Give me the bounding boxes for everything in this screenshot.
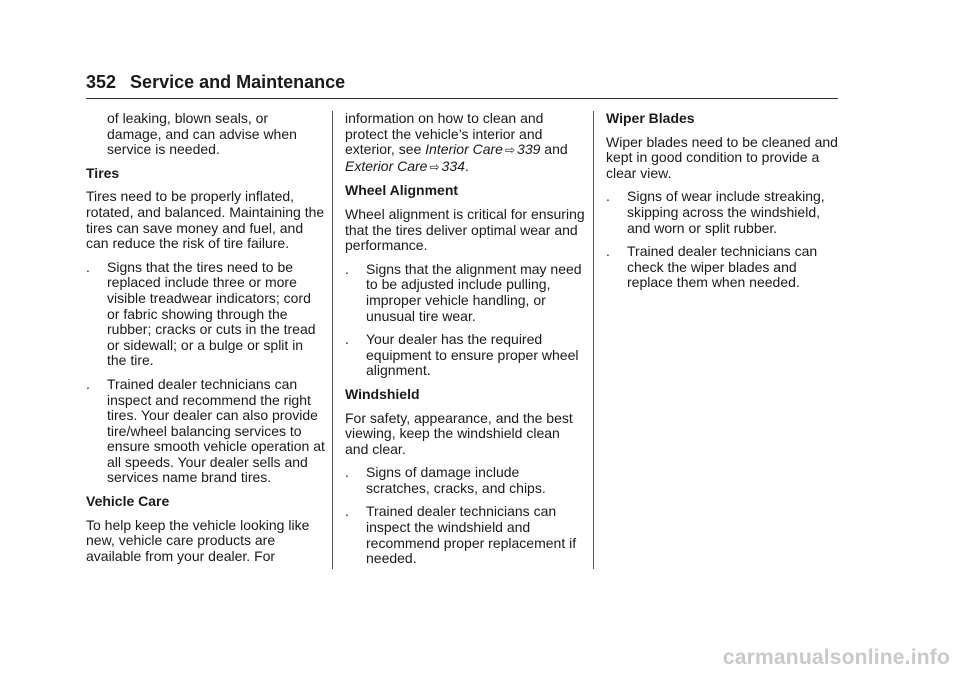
- tires-paragraph: Tires need to be properly inflated, rotated, and balanced. Maintaining the tires can save money and fuel, and can reduce the risk of tire failure.: [86, 188, 325, 252]
- list-item-text: Your dealer has the required equipment to ensure proper wheel alignment.: [366, 331, 579, 379]
- wiper-blades-paragraph: Wiper blades need to be cleaned and kept in good condition to provide a clear view.: [606, 133, 838, 181]
- list-item: [345, 504, 585, 566]
- tires-heading: Tires: [86, 164, 120, 181]
- list-item-text: Signs that the tires need to be replaced include three or more visible treadwear indicators; cord or fabric showing through the rubber; cracks or cuts in the tread or sidewall; or a bulge or split in the tire.: [107, 258, 316, 369]
- column-divider: [593, 111, 594, 569]
- list-item-text: Trained dealer technicians can inspect and recommend the right tires. Your dealer can also provide tire/wheel balancing services to ensure smooth vehicle operation at all speeds. Your dealer sells and services name brand tires.: [107, 375, 325, 486]
- and-text: and: [544, 141, 568, 158]
- column-divider: [332, 111, 333, 569]
- list-item: [345, 332, 585, 379]
- bullet-mark: .: [345, 503, 349, 520]
- vehicle-care-paragraph: To help keep the vehicle looking like new, vehicle care products are available from your dealer. For: [86, 516, 310, 564]
- page-arrow-icon: ⇨: [504, 143, 516, 158]
- wheel-alignment-paragraph: Wheel alignment is critical for ensuring that the tires deliver optimal wear and performance.: [345, 205, 585, 254]
- wiper-blades-heading: Wiper Blades: [606, 110, 695, 126]
- list-item: [345, 465, 585, 496]
- bullet-mark: .: [345, 464, 349, 481]
- bullet-mark: .: [606, 188, 610, 205]
- windshield-paragraph: For safety, appearance, and the best viewing, keep the windshield clean and clear.: [345, 409, 573, 457]
- continuation-paragraph: [345, 111, 585, 175]
- page-number: 352: [86, 72, 117, 92]
- windshield-heading: Windshield: [345, 385, 420, 402]
- bullet-mark: .: [606, 243, 610, 260]
- section-title: Service and Maintenance: [130, 72, 346, 92]
- continuation-text: of leaking, blown seals, or damage, and can advise when service is needed.: [107, 110, 297, 158]
- list-item-text: Signs of wear include streaking, skipping across the windshield, and worn or split rubber.: [627, 188, 825, 236]
- page-header: [86, 72, 838, 93]
- xref-exterior-care[interactable]: [345, 158, 465, 174]
- xref-title: Interior Care: [425, 141, 503, 158]
- column-1: [86, 111, 326, 572]
- list-item: [606, 244, 846, 291]
- bullet-mark: .: [345, 260, 349, 277]
- xref-page: 339: [517, 141, 541, 158]
- list-item-text: Trained dealer technicians can inspect the windshield and recommend proper replacement if needed.: [366, 503, 577, 567]
- bullet-mark: .: [345, 331, 349, 348]
- xref-interior-care[interactable]: [425, 141, 540, 157]
- column-3: [606, 111, 846, 299]
- vehicle-care-heading: Vehicle Care: [86, 493, 170, 510]
- list-item: [606, 189, 846, 236]
- xref-title: Exterior Care: [345, 157, 428, 174]
- list-item: [86, 377, 326, 486]
- list-item-text: Signs of damage include scratches, cracks, and chips.: [366, 464, 546, 496]
- watermark: carmanualsonline.info: [722, 646, 950, 669]
- list-item-text: Signs that the alignment may need to be adjusted include pulling, improper vehicle handling, or unusual tire wear.: [366, 260, 582, 324]
- xref-page: 334: [441, 157, 465, 174]
- column-2: [345, 111, 585, 575]
- continuation-text: information on how to clean and protect the vehicle’s interior and exterior, see: [345, 110, 544, 158]
- header-rule: [86, 98, 838, 99]
- page-arrow-icon: ⇨: [429, 159, 440, 174]
- list-item: [345, 262, 585, 324]
- list-item-text: Trained dealer technicians can check the wiper blades and replace them when needed.: [627, 243, 818, 291]
- wheel-alignment-heading: Wheel Alignment: [345, 182, 459, 199]
- bullet-mark: .: [86, 375, 90, 392]
- bullet-mark: .: [86, 258, 90, 275]
- period: .: [464, 157, 469, 174]
- list-item: [86, 260, 326, 369]
